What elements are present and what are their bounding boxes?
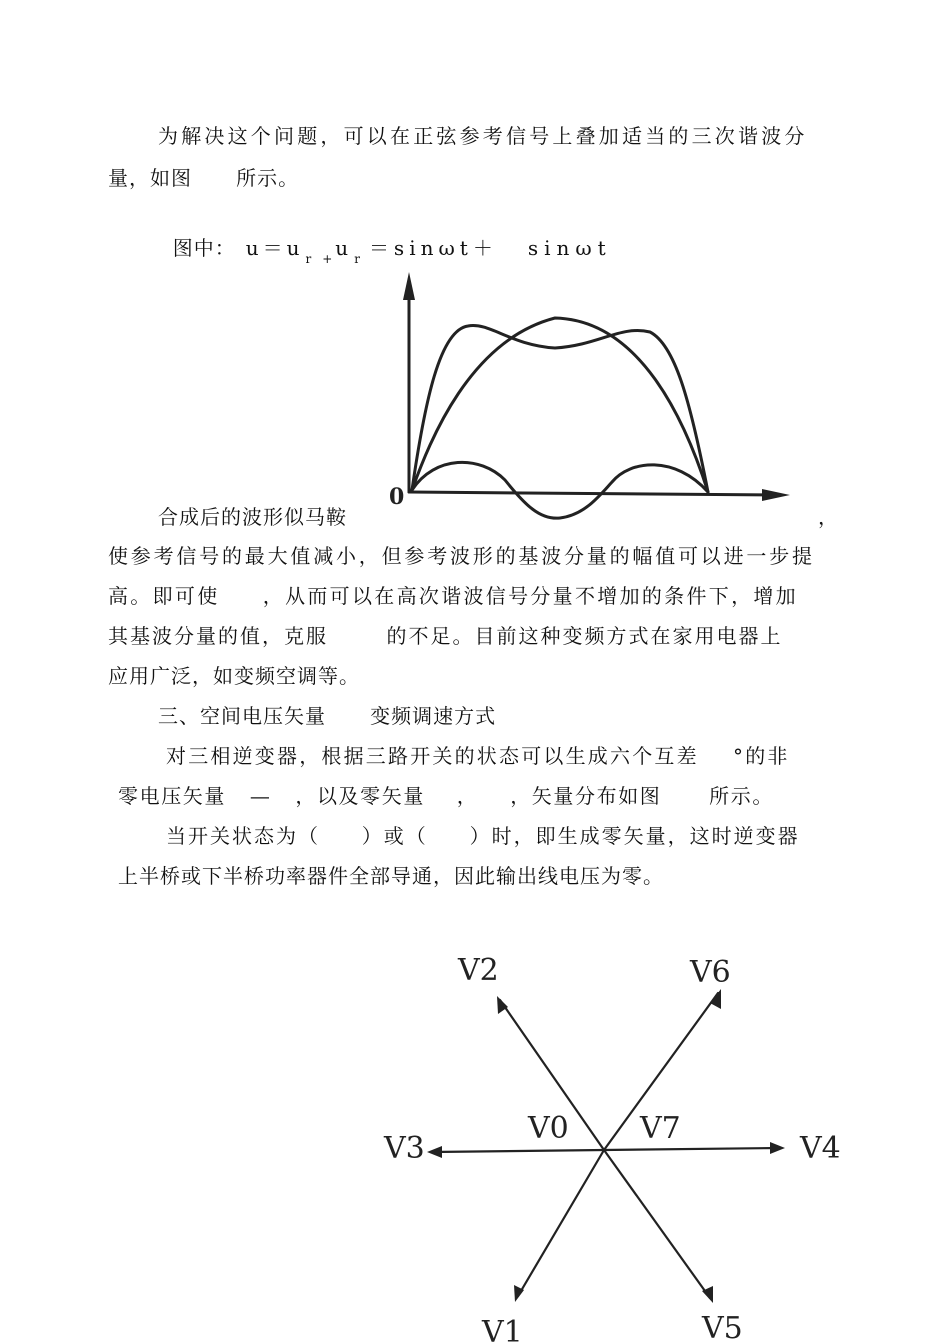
paragraph2-line5: 应用广泛，如变频空调等。: [108, 664, 360, 688]
vector-v5-line: [604, 1150, 710, 1298]
label-v5: V5: [702, 1311, 743, 1342]
formula-u-eq: u＝u: [245, 236, 304, 260]
paragraph2-line3: 高。即可使 ，从而可以在高次谐波信号分量不增加的条件下，增加: [108, 584, 798, 608]
label-v0: V0: [528, 1111, 569, 1146]
vector-v3-line: [432, 1150, 604, 1152]
vector-v3-arrowhead: [427, 1146, 442, 1158]
label-v3: V3: [384, 1131, 425, 1166]
third-harmonic-curve: [412, 462, 708, 518]
vector-v4-arrowhead: [770, 1142, 785, 1154]
formula-plus-sub: +: [322, 252, 334, 266]
vector-v1-line: [518, 1150, 604, 1296]
paragraph2-line4: 其基波分量的值，克服 的不足。目前这种变频方式在家用电器上: [108, 624, 783, 648]
paragraph1-line2: 量，如图 所示。: [108, 166, 300, 190]
paragraph3-line2: 零电压矢量 — ，以及零矢量 ， ，矢量分布如图 所示。: [118, 784, 774, 808]
formula-sub1: r: [305, 252, 313, 266]
formula-prefix: 图中：: [172, 236, 236, 260]
paragraph2-line1-start: 合成后的波形似马鞍: [158, 505, 347, 529]
paragraph3-line1: 对三相逆变器，根据三路开关的状态可以生成六个互差 °的非: [166, 744, 790, 768]
y-axis-arrowhead: [403, 272, 415, 300]
waveform-x-axis: [409, 492, 772, 495]
paragraph4-line1: 当开关状态为（ ）或（ ）时，即生成零矢量，这时逆变器: [166, 824, 800, 848]
paragraph2-line1-end: ，: [818, 505, 839, 529]
vector-v2-arrowhead: [497, 996, 508, 1014]
label-v6: V6: [690, 955, 731, 990]
waveform-figure: [384, 268, 794, 528]
formula-sub2: r: [354, 252, 361, 266]
space-vector-figure: [370, 935, 850, 1342]
waveform-origin-label: 0: [389, 484, 405, 510]
label-v1: V1: [482, 1315, 523, 1342]
vector-v4-line: [604, 1148, 780, 1150]
section-heading: 三、空间电压矢量 变频调速方式: [158, 704, 497, 728]
paragraph4-line2: 上半桥或下半桥功率器件全部导通，因此输出线电压为零。: [118, 864, 664, 888]
paragraph1-line1: 为解决这个问题，可以在正弦参考信号上叠加适当的三次谐波分: [158, 124, 808, 148]
label-v7: V7: [640, 1111, 681, 1146]
formula-tail: sinωt: [527, 236, 612, 260]
label-v4: V4: [800, 1131, 841, 1166]
formula-u2: u: [335, 236, 353, 260]
vector-v6-arrowhead: [710, 989, 721, 1009]
x-axis-arrowhead: [762, 489, 790, 501]
label-v2: V2: [458, 953, 499, 988]
formula-rhs: ＝sinωt＋: [368, 236, 498, 260]
paragraph2-line2: 使参考信号的最大值减小，但参考波形的基波分量的幅值可以进一步提: [108, 544, 815, 568]
formula-line: [158, 206, 612, 265]
